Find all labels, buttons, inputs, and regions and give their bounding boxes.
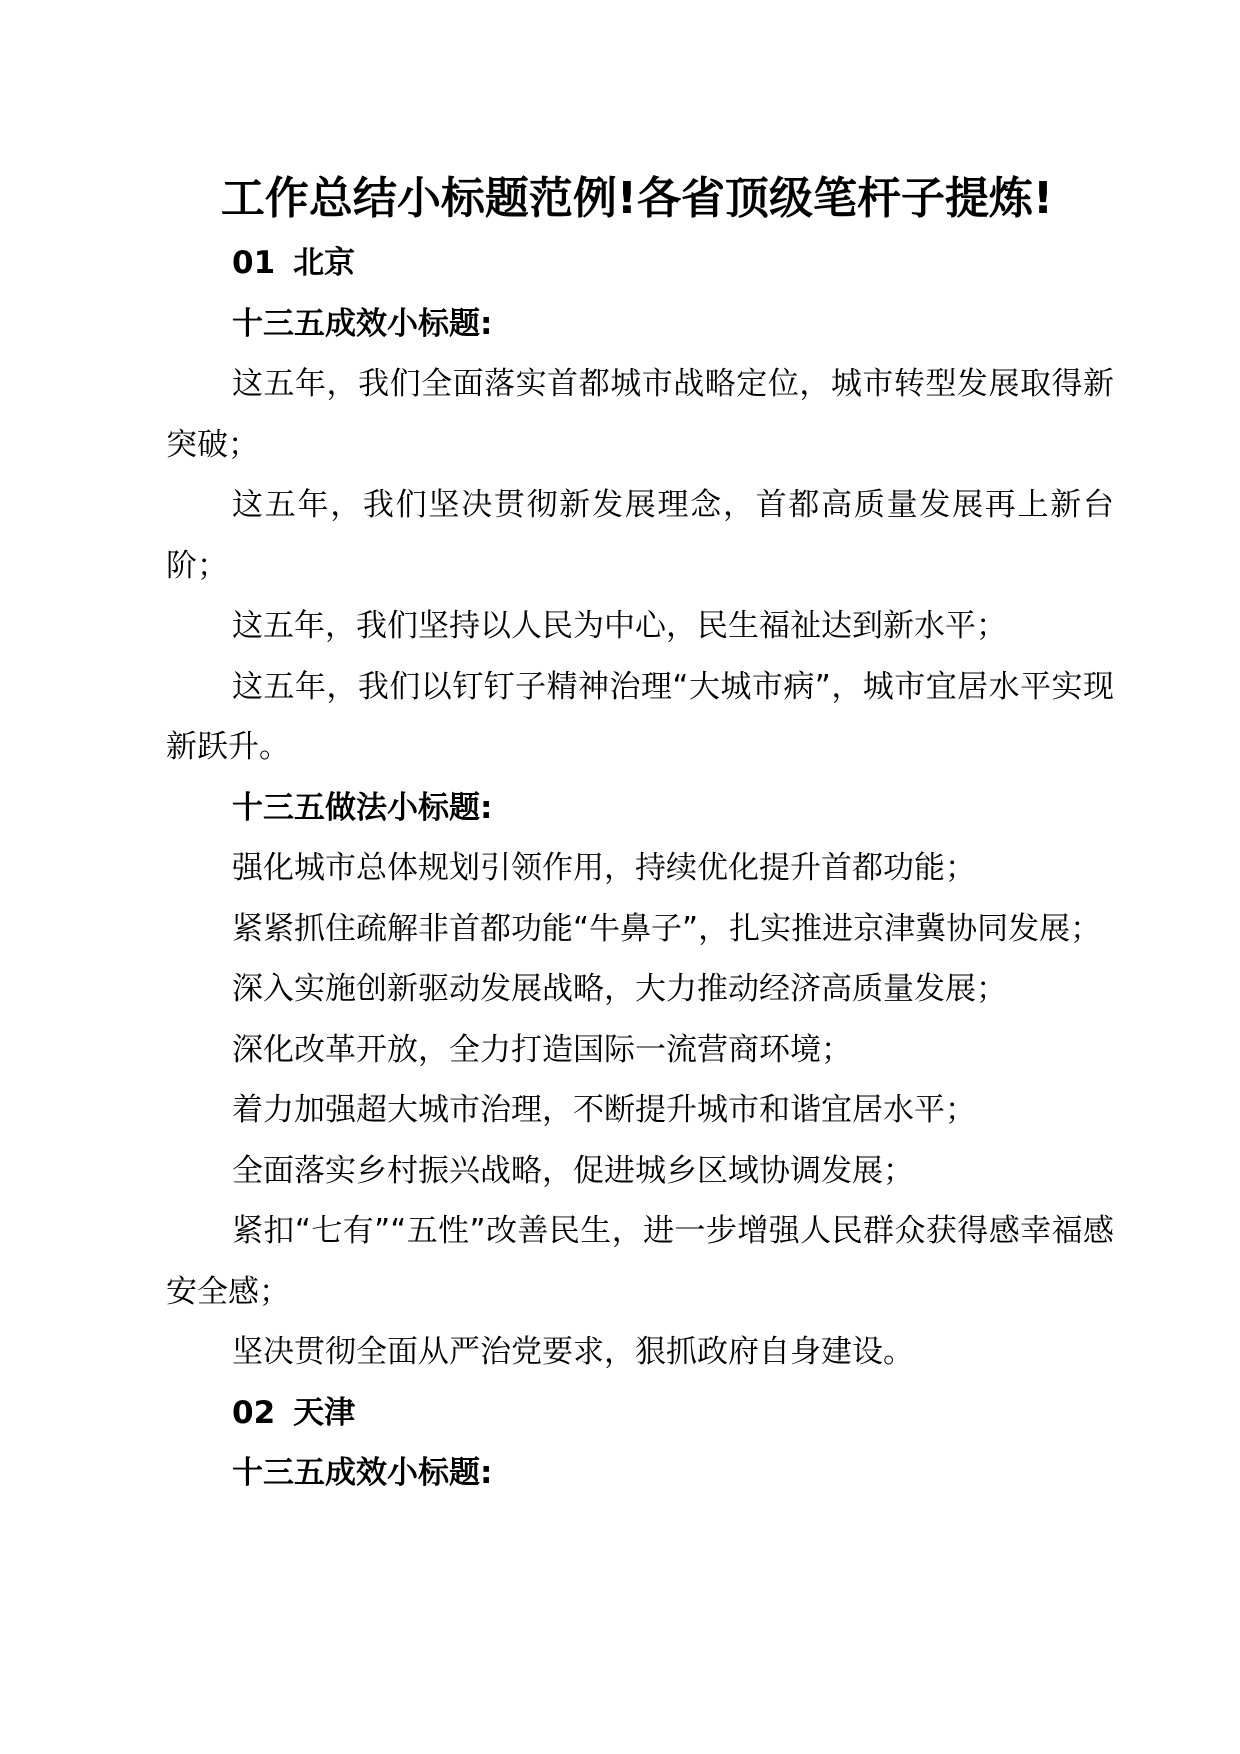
- section-heading-tianjin: [166, 1383, 1114, 1444]
- paragraph: 强化城市总体规划引领作用，持续优化提升首都功能；: [232, 850, 976, 886]
- document-content: [166, 165, 1114, 1504]
- paragraph: 坚决贯彻全面从严治党要求，狠抓政府自身建设。: [232, 1334, 914, 1370]
- section-number: 01: [232, 245, 276, 281]
- results-heading: 十三五成效小标题:: [232, 1455, 493, 1491]
- paragraph: 深化改革开放，全力打造国际一流营商环境；: [232, 1031, 852, 1068]
- section-region: 北京: [293, 245, 356, 281]
- paragraph: 全面落实乡村振兴战略，促进城乡区域协调发展；: [232, 1152, 914, 1189]
- paragraph: 这五年，我们坚决贯彻新发展理念，首都高质量发展再上新台阶；: [166, 487, 1114, 584]
- paragraph: 这五年，我们坚持以人民为中心，民生福祉达到新水平；: [232, 608, 1007, 644]
- paragraph: 这五年，我们以钉钉子精神治理“大城市病”，城市宜居水平实现新跃升。: [166, 668, 1114, 765]
- paragraph: 着力加强超大城市治理，不断提升城市和谐宜居水平；: [232, 1092, 976, 1128]
- document-body: [166, 233, 1114, 1504]
- section-number: 02: [232, 1394, 276, 1431]
- paragraph: 紧扣“七有”“五性”改善民生，进一步增强人民群众获得感幸福感安全感；: [166, 1213, 1114, 1310]
- document-title: 工作总结小标题范例!各省顶级笔杆子提炼!: [220, 173, 1054, 224]
- paragraph: 深入实施创新驱动发展战略，大力推动经济高质量发展；: [232, 971, 1007, 1007]
- paragraph: 紧紧抓住疏解非首都功能“牛鼻子”，扎实推进京津冀协同发展；: [232, 910, 1102, 947]
- methods-heading: 十三五做法小标题:: [232, 789, 493, 826]
- section-region: 天津: [293, 1394, 356, 1431]
- section-heading-beijing: [166, 233, 1114, 294]
- results-heading: 十三五成效小标题:: [232, 305, 493, 342]
- paragraph: 这五年，我们全面落实首都城市战略定位，城市转型发展取得新突破；: [166, 366, 1114, 463]
